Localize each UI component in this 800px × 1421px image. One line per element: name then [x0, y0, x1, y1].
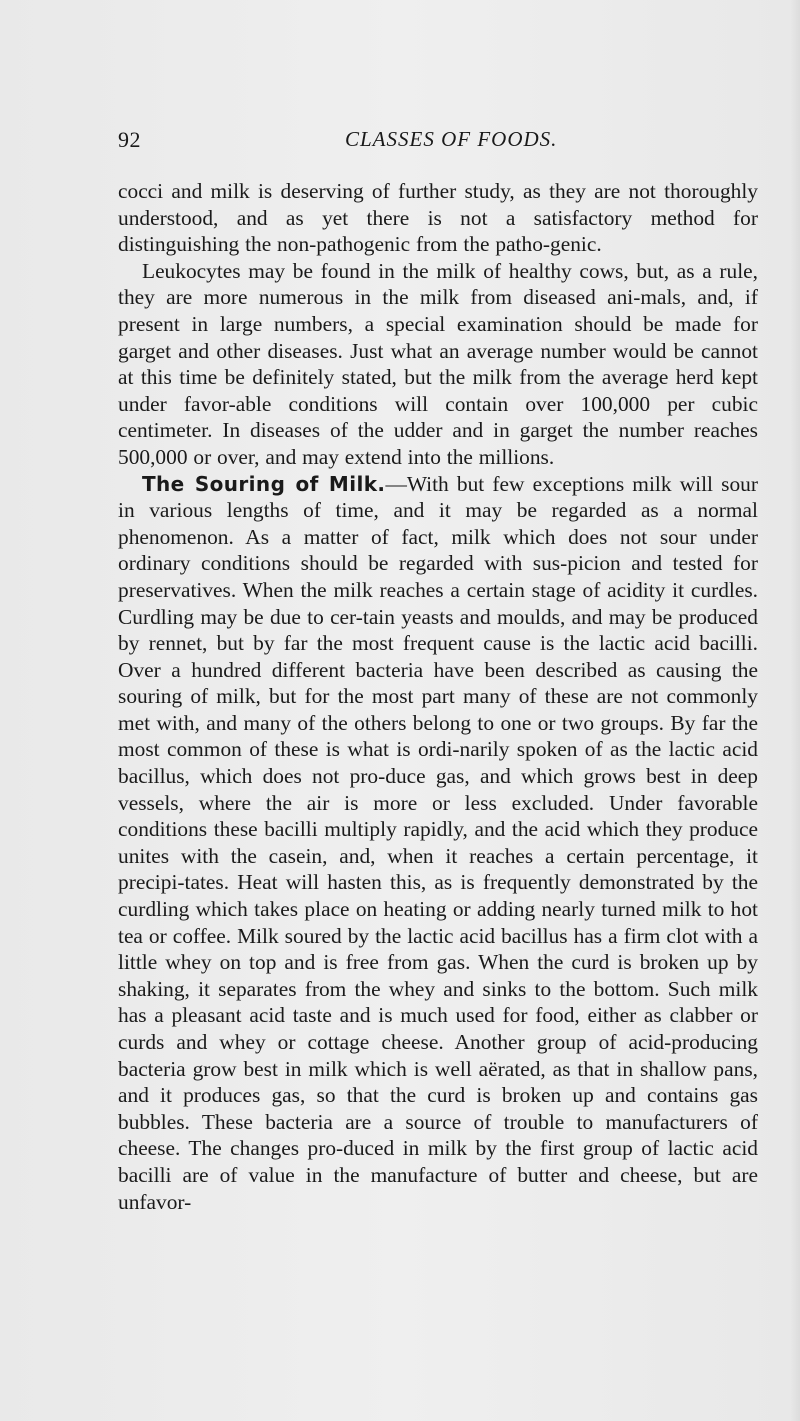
running-head: CLASSES OF FOODS.	[345, 127, 558, 151]
paragraph-souring	[118, 471, 758, 1216]
page-edge	[790, 0, 800, 1421]
page-number: 92	[118, 127, 141, 152]
page-header	[118, 127, 758, 157]
paragraph-souring-text: —With but few exceptions milk will sour in various lengths of time, and it may be regarded as a normal phenomenon. As a matter of fact, milk which does not sour under ordinary conditions should be regarded with sus-picion and tested for preservatives. When the milk reaches a certain stage of acidity it curdles. Curdling may be due to cer-tain yeasts and moulds, and may be produced by rennet, but by far the most frequent cause is the lactic acid bacilli. Over a hundred different bacteria have been described as causing the souring of milk, but for the most part many of these are not commonly met with, and many of the others belong to one or two groups. By far the most common of these is what is ordi-narily spoken of as the lactic acid bacillus, which does not pro-duce gas, and which grows best in deep vessels, where the air is more or less excluded. Under favorable conditions these bacilli multiply rapidly, and the acid which they produce unites with the casein, and, when it reaches a certain percentage, it precipi-tates. Heat will hasten this, as is frequently demonstrated by the curdling which takes place on heating or adding nearly turned milk to hot tea or coffee. Milk soured by the lactic acid bacillus has a firm clot with a little whey on top and is free from gas. When the curd is broken up by shaking, it separates from the whey and sinks to the bottom. Such milk has a pleasant acid taste and is much used for food, either as clabber or curds and whey or cottage cheese. Another group of acid-producing bacteria grow best in milk which is well aërated, as that in shallow pans, and it produces gas, so that the curd is broken up and contains gas bubbles. These bacteria are a source of trouble to manufacturers of cheese. The changes pro-duced in milk by the first group of lactic acid bacilli are of value in the manufacture of butter and cheese, but are unfavor-	[118, 471, 758, 1214]
paragraph-leukocytes: Leukocytes may be found in the milk of healthy cows, but, as a rule, they are more numerous in the milk from diseased ani-mals, and, if present in large numbers, a special examination should be made for garget and other diseases. Just what an average number would be cannot at this time be definitely stated, but the milk from the average herd kept under favor-able conditions will contain over 100,000 per cubic centimeter. In diseases of the udder and in garget the number reaches 500,000 or over, and may extend into the millions.	[118, 258, 758, 469]
paragraph-continuation: cocci and milk is deserving of further study, as they are not thoroughly understood, and as yet there is not a satisfactory method for distinguishing the non-pathogenic from the patho-genic.	[118, 179, 758, 257]
body-text	[118, 178, 758, 1215]
section-heading: The Souring of Milk.	[142, 471, 386, 496]
